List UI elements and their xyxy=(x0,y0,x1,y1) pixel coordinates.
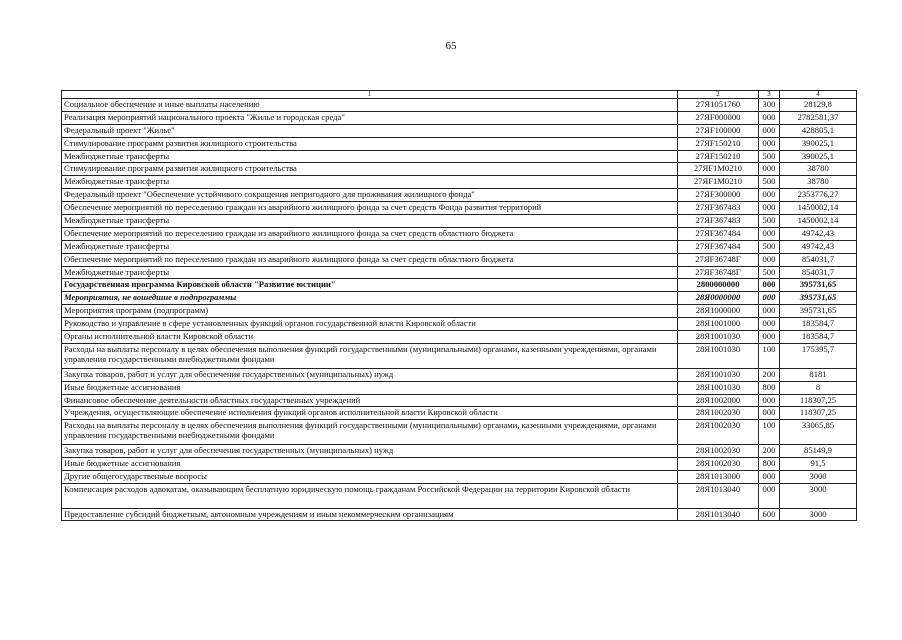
budget-table xyxy=(61,90,857,521)
table-row xyxy=(62,202,857,215)
cell-type: 200 xyxy=(759,445,780,458)
table-row xyxy=(62,394,857,407)
table-row xyxy=(62,215,857,228)
table-header-row xyxy=(62,91,857,99)
cell-type: 300 xyxy=(759,99,780,112)
cell-type: 100 xyxy=(759,420,780,445)
cell-type: 500 xyxy=(759,240,780,253)
cell-type: 800 xyxy=(759,457,780,470)
table-row xyxy=(62,470,857,483)
cell-amount: 395731,65 xyxy=(780,292,857,305)
cell-type: 500 xyxy=(759,266,780,279)
table-row xyxy=(62,343,857,368)
table-row xyxy=(62,292,857,305)
cell-type: 500 xyxy=(759,150,780,163)
cell-code: 27ЯF36748Г xyxy=(678,253,759,266)
cell-name: Обеспечение мероприятий по переселению граждан из аварийного жилищного фонда за счет средств областного бюджета xyxy=(62,227,678,240)
cell-name: Финансовое обеспечение деятельности областных государственных учреждений xyxy=(62,394,678,407)
cell-type: 000 xyxy=(759,227,780,240)
cell-code: 28Я1002030 xyxy=(678,407,759,420)
cell-type: 500 xyxy=(759,176,780,189)
cell-name: Закупка товаров, работ и услуг для обеспечения государственных (муниципальных) нужд xyxy=(62,445,678,458)
cell-code: 27ЯF300000 xyxy=(678,189,759,202)
cell-type: 600 xyxy=(759,508,780,521)
cell-code: 28Я1001030 xyxy=(678,368,759,381)
header-col-1: 1 xyxy=(62,91,678,99)
cell-name: Мероприятия программ (подпрограмм) xyxy=(62,305,678,318)
cell-code: 28Я1013040 xyxy=(678,508,759,521)
cell-amount: 118307,25 xyxy=(780,407,857,420)
cell-type: 200 xyxy=(759,368,780,381)
cell-name: Социальное обеспечение и иные выплаты населению xyxy=(62,99,678,112)
cell-amount: 38780 xyxy=(780,176,857,189)
table-row xyxy=(62,124,857,137)
cell-type: 000 xyxy=(759,292,780,305)
table-row xyxy=(62,266,857,279)
header-col-3: 3 xyxy=(759,91,780,99)
cell-name: Межбюджетные трансферты xyxy=(62,266,678,279)
cell-type: 000 xyxy=(759,163,780,176)
cell-amount: 8 xyxy=(780,381,857,394)
cell-name: Расходы на выплаты персоналу в целях обеспечения выполнения функций государственными (муниципальными) органами, казенными учреждениями, органами управления государственными внебюджетными фондами xyxy=(62,420,678,445)
cell-type: 100 xyxy=(759,343,780,368)
cell-code: 28Я1001030 xyxy=(678,343,759,368)
cell-amount: 395731,65 xyxy=(780,279,857,292)
table-row xyxy=(62,189,857,202)
cell-name: Государственная программа Кировской области "Развитие юстиции" xyxy=(62,279,678,292)
cell-type: 000 xyxy=(759,394,780,407)
cell-code: 28Я1002030 xyxy=(678,457,759,470)
table-row xyxy=(62,99,857,112)
cell-amount: 175395,7 xyxy=(780,343,857,368)
cell-amount: 8181 xyxy=(780,368,857,381)
cell-code: 27ЯF367484 xyxy=(678,227,759,240)
table-row xyxy=(62,253,857,266)
table-row xyxy=(62,420,857,445)
cell-code: 27ЯF367483 xyxy=(678,215,759,228)
cell-amount: 854031,7 xyxy=(780,266,857,279)
cell-code: 28Я0000000 xyxy=(678,292,759,305)
cell-type: 500 xyxy=(759,215,780,228)
cell-name: Другие общегосударственные вопросы xyxy=(62,470,678,483)
table-row xyxy=(62,508,857,521)
cell-amount: 3000 xyxy=(780,508,857,521)
table-row xyxy=(62,150,857,163)
header-col-4: 4 xyxy=(780,91,857,99)
cell-code: 28Я1002000 xyxy=(678,394,759,407)
cell-type: 000 xyxy=(759,483,780,508)
cell-code: 27Я1051760 xyxy=(678,99,759,112)
cell-name: Обеспечение мероприятий по переселению граждан из аварийного жилищного фонда за счет средств Фонда развития территорий xyxy=(62,202,678,215)
cell-type: 000 xyxy=(759,279,780,292)
cell-amount: 1450002,14 xyxy=(780,215,857,228)
cell-code: 27ЯF000000 xyxy=(678,111,759,124)
cell-amount: 395731,65 xyxy=(780,305,857,318)
cell-code: 27ЯF1M0210 xyxy=(678,163,759,176)
cell-name: Стимулирование программ развития жилищного строительства xyxy=(62,163,678,176)
cell-amount: 33065,85 xyxy=(780,420,857,445)
cell-code: 28Я1013040 xyxy=(678,483,759,508)
cell-code: 28Я1001000 xyxy=(678,318,759,331)
cell-type: 000 xyxy=(759,137,780,150)
cell-amount: 390025,1 xyxy=(780,137,857,150)
table-row xyxy=(62,368,857,381)
cell-amount: 2353776,27 xyxy=(780,189,857,202)
cell-code: 27ЯF367483 xyxy=(678,202,759,215)
cell-type: 800 xyxy=(759,381,780,394)
cell-code: 28Я1002030 xyxy=(678,445,759,458)
cell-amount: 3000 xyxy=(780,483,857,508)
cell-name: Межбюджетные трансферты xyxy=(62,240,678,253)
header-col-2: 2 xyxy=(678,91,759,99)
table-row xyxy=(62,240,857,253)
cell-code: 27ЯF100000 xyxy=(678,124,759,137)
cell-type: 000 xyxy=(759,189,780,202)
cell-code: 28Я1001030 xyxy=(678,331,759,344)
table-row xyxy=(62,331,857,344)
table-row xyxy=(62,305,857,318)
cell-code: 27ЯF150210 xyxy=(678,150,759,163)
cell-name: Иные бюджетные ассигнования xyxy=(62,457,678,470)
cell-code: 28Я1001030 xyxy=(678,381,759,394)
cell-amount: 85149,9 xyxy=(780,445,857,458)
cell-name: Расходы на выплаты персоналу в целях обеспечения выполнения функций государственными (муниципальными) органами, казенными учреждениями, органами управления государственными внебюджетными фондами xyxy=(62,343,678,368)
cell-amount: 390025,1 xyxy=(780,150,857,163)
cell-amount: 183584,7 xyxy=(780,331,857,344)
cell-type: 000 xyxy=(759,470,780,483)
cell-code: 27ЯF1M0210 xyxy=(678,176,759,189)
cell-amount: 854031,7 xyxy=(780,253,857,266)
table-row xyxy=(62,279,857,292)
cell-name: Межбюджетные трансферты xyxy=(62,150,678,163)
cell-name: Межбюджетные трансферты xyxy=(62,215,678,228)
cell-name: Стимулирование программ развития жилищного строительства xyxy=(62,137,678,150)
cell-code: 28Я1002030 xyxy=(678,420,759,445)
cell-amount: 2782581,37 xyxy=(780,111,857,124)
cell-name: Органы исполнительной власти Кировской области xyxy=(62,331,678,344)
cell-amount: 38780 xyxy=(780,163,857,176)
cell-code: 2800000000 xyxy=(678,279,759,292)
cell-amount: 28129,8 xyxy=(780,99,857,112)
cell-type: 000 xyxy=(759,331,780,344)
cell-code: 28Я1013000 xyxy=(678,470,759,483)
cell-amount: 428805,1 xyxy=(780,124,857,137)
cell-amount: 1450002,14 xyxy=(780,202,857,215)
cell-name: Межбюджетные трансферты xyxy=(62,176,678,189)
table-row xyxy=(62,318,857,331)
cell-code: 27ЯF150210 xyxy=(678,137,759,150)
cell-amount: 118307,25 xyxy=(780,394,857,407)
cell-name: Закупка товаров, работ и услуг для обеспечения государственных (муниципальных) нужд xyxy=(62,368,678,381)
cell-name: Мероприятия, не вошедшие в подпрограммы xyxy=(62,292,678,305)
cell-name: Учреждения, осуществляющие обеспечение исполнения функций органов исполнительной власти Кировской области xyxy=(62,407,678,420)
page-number: 65 xyxy=(445,40,457,52)
cell-type: 000 xyxy=(759,124,780,137)
table-row xyxy=(62,163,857,176)
table-row xyxy=(62,111,857,124)
cell-amount: 49742,43 xyxy=(780,227,857,240)
cell-name: Руководство и управление в сфере установленных функций органов государственной власти Кировской области xyxy=(62,318,678,331)
cell-amount: 91,5 xyxy=(780,457,857,470)
cell-type: 000 xyxy=(759,305,780,318)
cell-name: Компенсация расходов адвокатам, оказывающим бесплатную юридическую помощь гражданам Российской Федерации на территории Кировской области xyxy=(62,483,678,508)
cell-name: Иные бюджетные ассигнования xyxy=(62,381,678,394)
cell-name: Федеральный проект "Обеспечение устойчивого сокращения непригодного для проживания жилищного фонда" xyxy=(62,189,678,202)
table-row xyxy=(62,457,857,470)
cell-code: 28Я1000000 xyxy=(678,305,759,318)
table-row xyxy=(62,381,857,394)
table-row xyxy=(62,227,857,240)
cell-type: 000 xyxy=(759,253,780,266)
cell-amount: 49742,43 xyxy=(780,240,857,253)
table-row xyxy=(62,176,857,189)
cell-name: Обеспечение мероприятий по переселению граждан из аварийного жилищного фонда за счет средств областного бюджета xyxy=(62,253,678,266)
table-row xyxy=(62,407,857,420)
cell-type: 000 xyxy=(759,407,780,420)
cell-code: 27ЯF367484 xyxy=(678,240,759,253)
table-row xyxy=(62,137,857,150)
cell-type: 000 xyxy=(759,111,780,124)
cell-amount: 183584,7 xyxy=(780,318,857,331)
cell-name: Реализация мероприятий национального проекта "Жилье и городская среда" xyxy=(62,111,678,124)
cell-code: 27ЯF36748Г xyxy=(678,266,759,279)
table-row xyxy=(62,483,857,508)
cell-amount: 3000 xyxy=(780,470,857,483)
cell-type: 000 xyxy=(759,318,780,331)
cell-name: Федеральный проект "Жилье" xyxy=(62,124,678,137)
cell-name: Предоставление субсидий бюджетным, автономным учреждениям и иным некоммерческим организациям xyxy=(62,508,678,521)
cell-type: 000 xyxy=(759,202,780,215)
table-row xyxy=(62,445,857,458)
